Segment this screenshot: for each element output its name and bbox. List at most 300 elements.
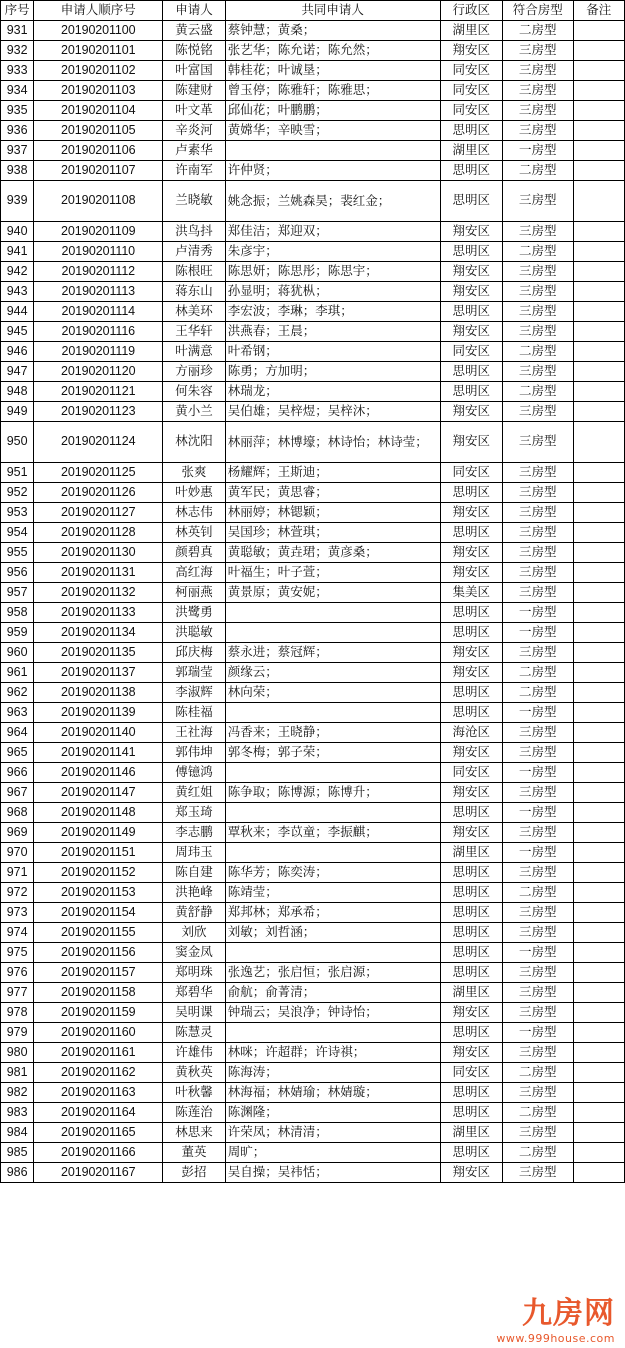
table-row bbox=[1, 503, 625, 523]
cell-applicant-name: 郑碧华 bbox=[163, 983, 226, 1003]
table-row bbox=[1, 262, 625, 282]
cell-remark bbox=[573, 161, 624, 181]
cell-remark bbox=[573, 21, 624, 41]
cell-seq: 963 bbox=[1, 703, 34, 723]
cell-remark bbox=[573, 883, 624, 903]
cell-seq: 935 bbox=[1, 101, 34, 121]
cell-applicant-name: 陈建财 bbox=[163, 81, 226, 101]
cell-co-applicants: 陈华芳；陈奕涛； bbox=[225, 863, 440, 883]
cell-remark bbox=[573, 1043, 624, 1063]
cell-district: 翔安区 bbox=[440, 743, 503, 763]
cell-remark bbox=[573, 783, 624, 803]
cell-applicant-name: 李淑辉 bbox=[163, 683, 226, 703]
cell-applicant-no: 20190201116 bbox=[34, 322, 163, 342]
header-seq: 序号 bbox=[1, 1, 34, 21]
cell-co-applicants: 孙显明；蒋犹枞； bbox=[225, 282, 440, 302]
cell-applicant-no: 20190201126 bbox=[34, 483, 163, 503]
cell-co-applicants: 蔡永进；蔡冠辉； bbox=[225, 643, 440, 663]
cell-applicant-no: 20190201124 bbox=[34, 422, 163, 463]
cell-applicant-name: 陈悦铭 bbox=[163, 41, 226, 61]
cell-remark bbox=[573, 563, 624, 583]
table-row bbox=[1, 743, 625, 763]
table-row bbox=[1, 783, 625, 803]
cell-applicant-no: 20190201155 bbox=[34, 923, 163, 943]
cell-applicant-no: 20190201167 bbox=[34, 1163, 163, 1183]
cell-seq: 983 bbox=[1, 1103, 34, 1123]
cell-co-applicants: 邱仙花；叶鹏鹏； bbox=[225, 101, 440, 121]
cell-co-applicants: 吴自操；吴祎恬； bbox=[225, 1163, 440, 1183]
cell-house-type: 三房型 bbox=[503, 643, 574, 663]
cell-house-type: 一房型 bbox=[503, 1023, 574, 1043]
cell-house-type: 三房型 bbox=[503, 503, 574, 523]
cell-remark bbox=[573, 1023, 624, 1043]
table-row bbox=[1, 643, 625, 663]
cell-applicant-name: 卢素华 bbox=[163, 141, 226, 161]
cell-house-type: 一房型 bbox=[503, 943, 574, 963]
cell-applicant-name: 傅镱鸿 bbox=[163, 763, 226, 783]
cell-remark bbox=[573, 963, 624, 983]
cell-house-type: 三房型 bbox=[503, 1003, 574, 1023]
cell-seq: 975 bbox=[1, 943, 34, 963]
cell-district: 思明区 bbox=[440, 943, 503, 963]
cell-applicant-no: 20190201103 bbox=[34, 81, 163, 101]
cell-district: 湖里区 bbox=[440, 1123, 503, 1143]
cell-co-applicants: 覃秋来；李苡童；李振麒； bbox=[225, 823, 440, 843]
cell-applicant-name: 郭瑞莹 bbox=[163, 663, 226, 683]
cell-seq: 949 bbox=[1, 402, 34, 422]
cell-seq: 958 bbox=[1, 603, 34, 623]
cell-applicant-name: 窦金凤 bbox=[163, 943, 226, 963]
cell-house-type: 三房型 bbox=[503, 923, 574, 943]
cell-house-type: 三房型 bbox=[503, 1083, 574, 1103]
cell-applicant-name: 陈自建 bbox=[163, 863, 226, 883]
cell-house-type: 三房型 bbox=[503, 483, 574, 503]
cell-applicant-no: 20190201137 bbox=[34, 663, 163, 683]
cell-district: 思明区 bbox=[440, 1023, 503, 1043]
table-row bbox=[1, 703, 625, 723]
cell-co-applicants: 陈思妍；陈思彤；陈思宇； bbox=[225, 262, 440, 282]
cell-co-applicants: 林丽婷；林锶颖； bbox=[225, 503, 440, 523]
cell-remark bbox=[573, 463, 624, 483]
cell-co-applicants bbox=[225, 763, 440, 783]
cell-district: 湖里区 bbox=[440, 843, 503, 863]
cell-remark bbox=[573, 523, 624, 543]
cell-seq: 984 bbox=[1, 1123, 34, 1143]
cell-applicant-name: 林志伟 bbox=[163, 503, 226, 523]
cell-co-applicants: 洪燕春；王晨； bbox=[225, 322, 440, 342]
cell-house-type: 三房型 bbox=[503, 1123, 574, 1143]
cell-applicant-name: 叶秋馨 bbox=[163, 1083, 226, 1103]
table-row bbox=[1, 1123, 625, 1143]
cell-applicant-name: 张爽 bbox=[163, 463, 226, 483]
cell-district: 翔安区 bbox=[440, 282, 503, 302]
cell-seq: 937 bbox=[1, 141, 34, 161]
table-row bbox=[1, 21, 625, 41]
cell-seq: 947 bbox=[1, 362, 34, 382]
cell-house-type: 三房型 bbox=[503, 723, 574, 743]
cell-seq: 943 bbox=[1, 282, 34, 302]
cell-seq: 957 bbox=[1, 583, 34, 603]
cell-seq: 980 bbox=[1, 1043, 34, 1063]
table-row bbox=[1, 101, 625, 121]
cell-seq: 968 bbox=[1, 803, 34, 823]
cell-applicant-no: 20190201112 bbox=[34, 262, 163, 282]
cell-applicant-no: 20190201147 bbox=[34, 783, 163, 803]
cell-applicant-name: 陈根旺 bbox=[163, 262, 226, 282]
cell-co-applicants: 许仲贤； bbox=[225, 161, 440, 181]
cell-seq: 952 bbox=[1, 483, 34, 503]
cell-applicant-no: 20190201161 bbox=[34, 1043, 163, 1063]
cell-remark bbox=[573, 342, 624, 362]
cell-remark bbox=[573, 322, 624, 342]
cell-remark bbox=[573, 583, 624, 603]
cell-district: 思明区 bbox=[440, 1083, 503, 1103]
cell-co-applicants: 陈靖莹； bbox=[225, 883, 440, 903]
cell-house-type: 二房型 bbox=[503, 1103, 574, 1123]
cell-seq: 936 bbox=[1, 121, 34, 141]
cell-co-applicants: 李宏波；李琳；李琪； bbox=[225, 302, 440, 322]
cell-co-applicants: 吴国珍；林萱琪； bbox=[225, 523, 440, 543]
cell-district: 思明区 bbox=[440, 1143, 503, 1163]
cell-applicant-name: 刘欣 bbox=[163, 923, 226, 943]
cell-applicant-no: 20190201153 bbox=[34, 883, 163, 903]
cell-applicant-name: 董英 bbox=[163, 1143, 226, 1163]
cell-district: 思明区 bbox=[440, 483, 503, 503]
cell-district: 湖里区 bbox=[440, 21, 503, 41]
cell-seq: 941 bbox=[1, 242, 34, 262]
cell-applicant-name: 郭伟坤 bbox=[163, 743, 226, 763]
cell-co-applicants: 林咪；许超群；许诗祺； bbox=[225, 1043, 440, 1063]
cell-seq: 931 bbox=[1, 21, 34, 41]
table-row bbox=[1, 763, 625, 783]
cell-seq: 960 bbox=[1, 643, 34, 663]
table-row bbox=[1, 943, 625, 963]
table-row bbox=[1, 983, 625, 1003]
cell-remark bbox=[573, 1163, 624, 1183]
cell-house-type: 三房型 bbox=[503, 1043, 574, 1063]
cell-house-type: 一房型 bbox=[503, 803, 574, 823]
cell-house-type: 三房型 bbox=[503, 583, 574, 603]
cell-co-applicants: 郭冬梅；郭子荣； bbox=[225, 743, 440, 763]
table-row bbox=[1, 242, 625, 262]
cell-seq: 970 bbox=[1, 843, 34, 863]
cell-seq: 974 bbox=[1, 923, 34, 943]
table-body bbox=[1, 21, 625, 1183]
cell-district: 同安区 bbox=[440, 81, 503, 101]
table-row bbox=[1, 523, 625, 543]
cell-applicant-no: 20190201131 bbox=[34, 563, 163, 583]
cell-applicant-no: 20190201157 bbox=[34, 963, 163, 983]
cell-co-applicants: 林瑞龙； bbox=[225, 382, 440, 402]
cell-district: 思明区 bbox=[440, 863, 503, 883]
cell-applicant-no: 20190201139 bbox=[34, 703, 163, 723]
cell-applicant-no: 20190201146 bbox=[34, 763, 163, 783]
cell-co-applicants bbox=[225, 623, 440, 643]
cell-seq: 932 bbox=[1, 41, 34, 61]
cell-house-type: 三房型 bbox=[503, 863, 574, 883]
cell-co-applicants: 韩桂花；叶诚垦； bbox=[225, 61, 440, 81]
table-row bbox=[1, 603, 625, 623]
cell-co-applicants bbox=[225, 1023, 440, 1043]
header-district: 行政区 bbox=[440, 1, 503, 21]
cell-seq: 954 bbox=[1, 523, 34, 543]
cell-applicant-no: 20190201101 bbox=[34, 41, 163, 61]
table-row bbox=[1, 1083, 625, 1103]
cell-house-type: 三房型 bbox=[503, 422, 574, 463]
cell-remark bbox=[573, 723, 624, 743]
cell-applicant-name: 彭招 bbox=[163, 1163, 226, 1183]
table-row bbox=[1, 1003, 625, 1023]
cell-house-type: 二房型 bbox=[503, 683, 574, 703]
cell-applicant-name: 方丽珍 bbox=[163, 362, 226, 382]
cell-district: 翔安区 bbox=[440, 322, 503, 342]
cell-applicant-name: 洪艳峰 bbox=[163, 883, 226, 903]
cell-remark bbox=[573, 262, 624, 282]
cell-remark bbox=[573, 422, 624, 463]
cell-remark bbox=[573, 943, 624, 963]
cell-remark bbox=[573, 101, 624, 121]
cell-applicant-name: 黄舒静 bbox=[163, 903, 226, 923]
cell-applicant-name: 叶文革 bbox=[163, 101, 226, 121]
cell-seq: 942 bbox=[1, 262, 34, 282]
cell-applicant-no: 20190201149 bbox=[34, 823, 163, 843]
cell-remark bbox=[573, 603, 624, 623]
cell-house-type: 一房型 bbox=[503, 843, 574, 863]
cell-applicant-no: 20190201141 bbox=[34, 743, 163, 763]
cell-remark bbox=[573, 1123, 624, 1143]
cell-seq: 940 bbox=[1, 222, 34, 242]
cell-applicant-name: 郑玉琦 bbox=[163, 803, 226, 823]
cell-seq: 955 bbox=[1, 543, 34, 563]
cell-applicant-no: 20190201130 bbox=[34, 543, 163, 563]
cell-seq: 967 bbox=[1, 783, 34, 803]
cell-district: 思明区 bbox=[440, 382, 503, 402]
cell-house-type: 三房型 bbox=[503, 1163, 574, 1183]
cell-applicant-name: 叶妙惠 bbox=[163, 483, 226, 503]
header-applicant-no: 申请人顺序号 bbox=[34, 1, 163, 21]
cell-house-type: 二房型 bbox=[503, 242, 574, 262]
cell-applicant-name: 辛炎河 bbox=[163, 121, 226, 141]
cell-district: 同安区 bbox=[440, 342, 503, 362]
cell-district: 翔安区 bbox=[440, 1003, 503, 1023]
cell-district: 思明区 bbox=[440, 1103, 503, 1123]
cell-house-type: 三房型 bbox=[503, 463, 574, 483]
cell-co-applicants bbox=[225, 803, 440, 823]
cell-district: 同安区 bbox=[440, 1063, 503, 1083]
table-row bbox=[1, 141, 625, 161]
cell-house-type: 三房型 bbox=[503, 61, 574, 81]
cell-district: 思明区 bbox=[440, 623, 503, 643]
cell-house-type: 三房型 bbox=[503, 543, 574, 563]
cell-seq: 938 bbox=[1, 161, 34, 181]
cell-district: 翔安区 bbox=[440, 1043, 503, 1063]
cell-co-applicants: 杨耀辉；王斯迪； bbox=[225, 463, 440, 483]
cell-house-type: 三房型 bbox=[503, 963, 574, 983]
cell-district: 集美区 bbox=[440, 583, 503, 603]
cell-district: 翔安区 bbox=[440, 422, 503, 463]
cell-remark bbox=[573, 282, 624, 302]
table-row bbox=[1, 181, 625, 222]
cell-applicant-name: 陈莲治 bbox=[163, 1103, 226, 1123]
cell-applicant-name: 陈慧灵 bbox=[163, 1023, 226, 1043]
cell-remark bbox=[573, 623, 624, 643]
cell-house-type: 三房型 bbox=[503, 523, 574, 543]
cell-applicant-no: 20190201100 bbox=[34, 21, 163, 41]
cell-applicant-no: 20190201133 bbox=[34, 603, 163, 623]
table-row bbox=[1, 1063, 625, 1083]
cell-co-applicants: 黄聪敏；黄垚珺；黄彦桑； bbox=[225, 543, 440, 563]
cell-house-type: 一房型 bbox=[503, 763, 574, 783]
cell-applicant-no: 20190201119 bbox=[34, 342, 163, 362]
cell-applicant-name: 吴明课 bbox=[163, 1003, 226, 1023]
cell-seq: 969 bbox=[1, 823, 34, 843]
table-row bbox=[1, 222, 625, 242]
cell-applicant-no: 20190201134 bbox=[34, 623, 163, 643]
cell-house-type: 三房型 bbox=[503, 783, 574, 803]
cell-applicant-name: 颜碧真 bbox=[163, 543, 226, 563]
cell-district: 同安区 bbox=[440, 763, 503, 783]
cell-co-applicants: 黄军民；黄思睿； bbox=[225, 483, 440, 503]
cell-remark bbox=[573, 843, 624, 863]
cell-seq: 965 bbox=[1, 743, 34, 763]
cell-district: 翔安区 bbox=[440, 41, 503, 61]
cell-applicant-no: 20190201166 bbox=[34, 1143, 163, 1163]
cell-house-type: 三房型 bbox=[503, 81, 574, 101]
cell-remark bbox=[573, 1003, 624, 1023]
table-row bbox=[1, 1163, 625, 1183]
cell-applicant-name: 许雄伟 bbox=[163, 1043, 226, 1063]
cell-seq: 982 bbox=[1, 1083, 34, 1103]
cell-district: 海沧区 bbox=[440, 723, 503, 743]
site-watermark bbox=[471, 1296, 621, 1346]
cell-remark bbox=[573, 643, 624, 663]
cell-applicant-no: 20190201138 bbox=[34, 683, 163, 703]
cell-remark bbox=[573, 121, 624, 141]
cell-remark bbox=[573, 181, 624, 222]
cell-house-type: 三房型 bbox=[503, 743, 574, 763]
cell-house-type: 三房型 bbox=[503, 402, 574, 422]
cell-applicant-name: 蒋东山 bbox=[163, 282, 226, 302]
cell-house-type: 三房型 bbox=[503, 101, 574, 121]
table-row bbox=[1, 302, 625, 322]
cell-house-type: 三房型 bbox=[503, 823, 574, 843]
cell-house-type: 二房型 bbox=[503, 21, 574, 41]
table-row bbox=[1, 342, 625, 362]
cell-applicant-no: 20190201154 bbox=[34, 903, 163, 923]
cell-applicant-name: 叶满意 bbox=[163, 342, 226, 362]
header-remark: 备注 bbox=[573, 1, 624, 21]
cell-applicant-no: 20190201109 bbox=[34, 222, 163, 242]
table-row bbox=[1, 803, 625, 823]
cell-applicant-name: 卢清秀 bbox=[163, 242, 226, 262]
cell-co-applicants: 朱彦宇； bbox=[225, 242, 440, 262]
cell-applicant-name: 洪聪敏 bbox=[163, 623, 226, 643]
cell-remark bbox=[573, 41, 624, 61]
cell-house-type: 一房型 bbox=[503, 703, 574, 723]
table-row bbox=[1, 463, 625, 483]
cell-co-applicants: 许荣凤；林清清； bbox=[225, 1123, 440, 1143]
cell-district: 同安区 bbox=[440, 61, 503, 81]
cell-district: 思明区 bbox=[440, 302, 503, 322]
cell-district: 湖里区 bbox=[440, 983, 503, 1003]
cell-co-applicants: 冯香来；王晓静； bbox=[225, 723, 440, 743]
table-row bbox=[1, 823, 625, 843]
cell-district: 思明区 bbox=[440, 903, 503, 923]
cell-applicant-name: 林思来 bbox=[163, 1123, 226, 1143]
cell-seq: 976 bbox=[1, 963, 34, 983]
table-row bbox=[1, 923, 625, 943]
cell-remark bbox=[573, 242, 624, 262]
table-row bbox=[1, 663, 625, 683]
header-house-type: 符合房型 bbox=[503, 1, 574, 21]
cell-district: 思明区 bbox=[440, 523, 503, 543]
cell-co-applicants: 林海福；林婧瑜；林婧璇； bbox=[225, 1083, 440, 1103]
cell-seq: 973 bbox=[1, 903, 34, 923]
table-row bbox=[1, 623, 625, 643]
cell-applicant-name: 黄秋英 bbox=[163, 1063, 226, 1083]
cell-seq: 966 bbox=[1, 763, 34, 783]
cell-remark bbox=[573, 923, 624, 943]
cell-co-applicants bbox=[225, 703, 440, 723]
cell-seq: 934 bbox=[1, 81, 34, 101]
cell-applicant-no: 20190201163 bbox=[34, 1083, 163, 1103]
cell-applicant-no: 20190201106 bbox=[34, 141, 163, 161]
cell-house-type: 三房型 bbox=[503, 262, 574, 282]
cell-applicant-no: 20190201128 bbox=[34, 523, 163, 543]
cell-remark bbox=[573, 803, 624, 823]
cell-co-applicants bbox=[225, 943, 440, 963]
cell-seq: 953 bbox=[1, 503, 34, 523]
cell-district: 同安区 bbox=[440, 463, 503, 483]
cell-district: 翔安区 bbox=[440, 663, 503, 683]
cell-co-applicants: 蔡钟慧；黄桑； bbox=[225, 21, 440, 41]
cell-remark bbox=[573, 141, 624, 161]
cell-district: 思明区 bbox=[440, 242, 503, 262]
table-row bbox=[1, 41, 625, 61]
cell-district: 同安区 bbox=[440, 101, 503, 121]
table-row bbox=[1, 863, 625, 883]
cell-remark bbox=[573, 483, 624, 503]
cell-seq: 956 bbox=[1, 563, 34, 583]
cell-applicant-name: 周玮玉 bbox=[163, 843, 226, 863]
cell-house-type: 二房型 bbox=[503, 1143, 574, 1163]
header-co-applicants: 共同申请人 bbox=[225, 1, 440, 21]
table-row bbox=[1, 563, 625, 583]
table-row bbox=[1, 903, 625, 923]
cell-district: 思明区 bbox=[440, 703, 503, 723]
cell-house-type: 二房型 bbox=[503, 161, 574, 181]
cell-remark bbox=[573, 683, 624, 703]
cell-house-type: 三房型 bbox=[503, 222, 574, 242]
cell-house-type: 二房型 bbox=[503, 663, 574, 683]
cell-applicant-no: 20190201110 bbox=[34, 242, 163, 262]
table-row bbox=[1, 883, 625, 903]
cell-district: 翔安区 bbox=[440, 783, 503, 803]
table-row bbox=[1, 282, 625, 302]
cell-co-applicants: 张逸艺；张启恒；张启源； bbox=[225, 963, 440, 983]
cell-remark bbox=[573, 1083, 624, 1103]
cell-co-applicants: 张艺华；陈允诺；陈允然； bbox=[225, 41, 440, 61]
cell-applicant-no: 20190201107 bbox=[34, 161, 163, 181]
cell-applicant-no: 20190201148 bbox=[34, 803, 163, 823]
cell-applicant-name: 郑明珠 bbox=[163, 963, 226, 983]
cell-remark bbox=[573, 703, 624, 723]
cell-applicant-no: 20190201104 bbox=[34, 101, 163, 121]
cell-seq: 971 bbox=[1, 863, 34, 883]
table-row bbox=[1, 683, 625, 703]
cell-applicant-name: 柯丽燕 bbox=[163, 583, 226, 603]
cell-co-applicants: 陈海涛； bbox=[225, 1063, 440, 1083]
